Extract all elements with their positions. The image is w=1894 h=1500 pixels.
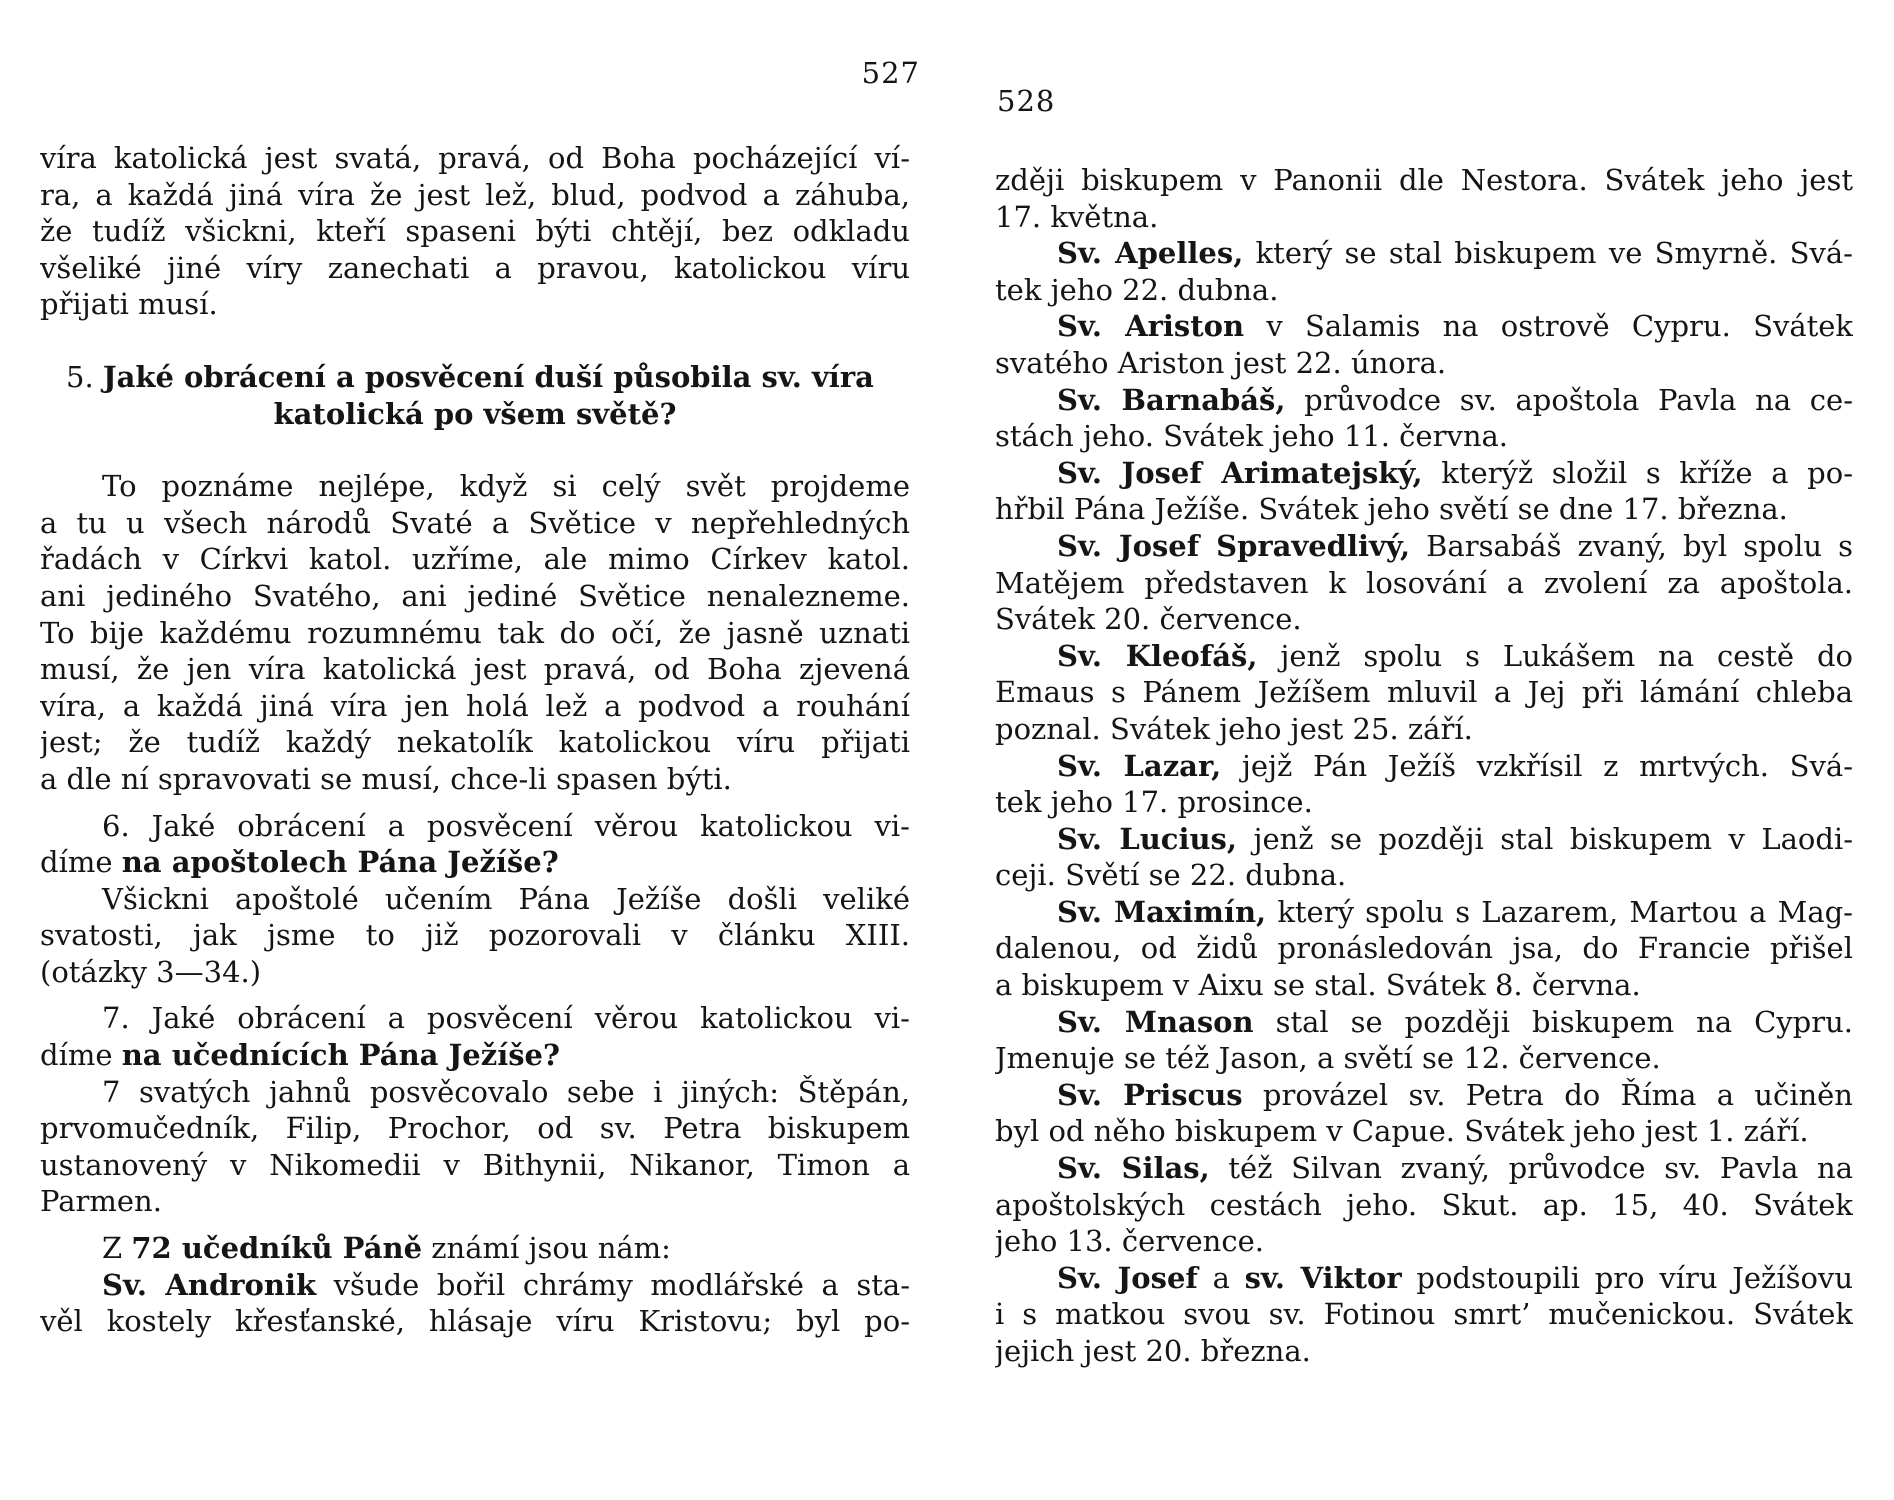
saint-entry bbox=[995, 308, 1853, 381]
text-line: To poznáme nejlépe, když si celý svět projdeme bbox=[102, 469, 910, 504]
question-title: Jaké obrácení a posvěcení duší působila sv. víra bbox=[102, 359, 874, 394]
text-line: Sv. Kleofáš, jenž spolu s Lukášem na cestě do bbox=[1057, 638, 1853, 673]
page-number-right: 528 bbox=[997, 84, 1056, 118]
text-line: Sv. Barnabáš, průvodce sv. apoštola Pavla na ce- bbox=[1057, 382, 1853, 417]
text-line: a biskupem v Aixu se stal. Svátek 8. června. bbox=[995, 968, 1641, 1003]
saint-name: Sv. Priscus bbox=[1057, 1077, 1243, 1112]
page-number-left: 527 bbox=[861, 56, 920, 90]
bold-span: na apoštolech Pána Ježíše? bbox=[121, 845, 559, 880]
text-line: 7. Jaké obrácení a posvěcení věrou katolickou vi- bbox=[102, 1001, 910, 1036]
text-line: Sv. Ariston v Salamis na ostrově Cypru. Svátek bbox=[1057, 309, 1853, 344]
text-line: přijati musí. bbox=[40, 287, 218, 322]
text-line: Svátek 20. července. bbox=[995, 602, 1302, 637]
saint-name: Sv. Lucius, bbox=[1057, 821, 1237, 856]
text-line: byl od něho biskupem v Capue. Svátek jeho jest 1. září. bbox=[995, 1114, 1809, 1149]
saint-name: Sv. Maximín, bbox=[1057, 894, 1267, 929]
question-title-cont: katolická po všem světě? bbox=[273, 396, 677, 431]
saint-entry bbox=[995, 748, 1853, 821]
text-line: řadách v Církvi katol. uzříme, ale mimo Církev katol. bbox=[40, 542, 910, 577]
saint-name: Sv. Silas, bbox=[1057, 1151, 1210, 1186]
saint-name: Sv. Kleofáš, bbox=[1057, 638, 1258, 673]
left-page bbox=[40, 0, 920, 1500]
entry-andronik: Sv. Andronik všude bořil chrámy modlářské a sta- věl kostely křesťanské, hlásaje víru Kristovu; byl po- bbox=[40, 1267, 910, 1339]
text-line: poznal. Svátek jeho jest 25. září. bbox=[995, 711, 1473, 746]
text-line: svatého Ariston jest 22. února. bbox=[995, 345, 1447, 380]
text-line: svatosti, jak jsme to již pozorovali v článku XIII. bbox=[40, 918, 910, 953]
question-7 bbox=[40, 1000, 910, 1073]
saint-entry bbox=[995, 638, 1853, 748]
saint-name: Sv. Barnabáš, bbox=[1057, 382, 1286, 417]
saint-name: Sv. Josef Spravedlivý, bbox=[1057, 528, 1411, 563]
text-line: Sv. Lazar, jejž Pán Ježíš vzkřísil z mrtvých. Svá- bbox=[1057, 748, 1853, 783]
paragraph-intro bbox=[40, 140, 910, 323]
saint-name: Sv. Josef bbox=[1057, 1260, 1198, 1295]
saint-name: Sv. Josef Arimatejský, bbox=[1057, 455, 1423, 490]
text-span: díme bbox=[40, 845, 122, 880]
saint-name: Sv. Mnason bbox=[1057, 1004, 1254, 1039]
text-line: Sv. Apelles, který se stal biskupem ve Smyrně. Svá- bbox=[1057, 236, 1853, 271]
text-line: Sv. Lucius, jenž se později stal biskupem v Laodi- bbox=[1057, 821, 1853, 856]
text-line: stách jeho. Svátek jeho 11. června. bbox=[995, 419, 1509, 454]
text-line: ustanovený v Nikomedii v Bithynii, Nikanor, Timon a bbox=[40, 1147, 910, 1182]
text-line: zději biskupem v Panonii dle Nestora. Svátek jeho jest bbox=[995, 163, 1853, 197]
text-line: víra katolická jest svatá, pravá, od Boha pocházející ví- bbox=[40, 141, 910, 175]
text-line: Sv. Mnason stal se později biskupem na Cypru. bbox=[1057, 1004, 1853, 1039]
text-line: hřbil Pána Ježíše. Svátek jeho světí se dne 17. března. bbox=[995, 492, 1788, 527]
text-line: Sv. Maximín, který spolu s Lazarem, Martou a Mag- bbox=[1057, 894, 1853, 929]
saint-entry bbox=[995, 528, 1853, 638]
text-line: musí, že jen víra katolická jest pravá, od Boha zjevená bbox=[40, 652, 910, 687]
text-line: jeho 13. července. bbox=[995, 1224, 1264, 1259]
saint-entry bbox=[995, 235, 1853, 308]
disciples-intro: Z 72 učedníků Páně známí jsou nám: bbox=[102, 1231, 671, 1266]
text-line: 7 svatých jahnů posvěcovalo sebe i jiných: Štěpán, bbox=[102, 1074, 910, 1109]
saint-name: Sv. Apelles, bbox=[1057, 236, 1244, 271]
text-line: Parmen. bbox=[40, 1184, 162, 1219]
text-line: (otázky 3—34.) bbox=[40, 954, 262, 989]
text-line: jejich jest 20. března. bbox=[995, 1334, 1311, 1368]
text-line: všeliké jiné víry zanechati a pravou, katolickou víru bbox=[40, 250, 910, 285]
saint-entry bbox=[995, 162, 1853, 235]
text-line: jest; že tudíž každý nekatolík katolickou víru přijati bbox=[40, 725, 910, 760]
text-line: Sv. Josef Arimatejský, kterýž složil s kříže a po- bbox=[1057, 455, 1853, 490]
saint-entry bbox=[995, 894, 1853, 1004]
saint-entry bbox=[995, 382, 1853, 455]
text-line: ceji. Světí se 22. dubna. bbox=[995, 858, 1347, 893]
right-page bbox=[995, 0, 1853, 1500]
answer-6 bbox=[40, 881, 910, 991]
text-span: díme bbox=[40, 1038, 122, 1073]
saint-entry bbox=[995, 1260, 1853, 1370]
text-line: apoštolských cestách jeho. Skut. ap. 15, 40. Svátek bbox=[995, 1187, 1853, 1222]
text-line: Všickni apoštolé učením Pána Ježíše došli veliké bbox=[102, 881, 910, 916]
saint-entry bbox=[995, 1150, 1853, 1260]
left-page-body bbox=[40, 140, 910, 1340]
text-line: To bije každému rozumnému tak do očí, že jasně uznati bbox=[40, 615, 910, 650]
text-line: věl kostely křesťanské, hlásaje víru Kristovu; byl po- bbox=[40, 1304, 910, 1339]
text-line: Matějem představen k losování a zvolení za apoštola. bbox=[995, 565, 1853, 600]
text-line: 6. Jaké obrácení a posvěcení věrou katolickou vi- bbox=[102, 808, 910, 843]
saint-name: sv. Viktor bbox=[1244, 1260, 1402, 1295]
paragraph-answer-5 bbox=[40, 468, 910, 797]
question-6 bbox=[40, 808, 910, 881]
text-line: Sv. Silas, též Silvan zvaný, průvodce sv. Pavla na bbox=[1057, 1151, 1853, 1186]
saint-entry bbox=[995, 1077, 1853, 1150]
saint-entry bbox=[995, 455, 1853, 528]
text-line: Sv. Josef Spravedlivý, Barsabáš zvaný, byl spolu s bbox=[1057, 528, 1853, 563]
text-line: a dle ní spravovati se musí, chce-li spasen býti. bbox=[40, 761, 732, 796]
question-5 bbox=[40, 359, 910, 432]
saint-name: Sv. Lazar, bbox=[1057, 748, 1222, 783]
answer-7 bbox=[40, 1074, 910, 1220]
text-line: dalenou, od židů pronásledován jsa, do Francie přišel bbox=[995, 931, 1853, 966]
text-line: Emaus s Pánem Ježíšem mluvil a Jej při lámání chleba bbox=[995, 675, 1853, 710]
text-line: ani jediného Svatého, ani jediné Světice nenalezneme. bbox=[40, 578, 910, 613]
text-line: 17. května. bbox=[995, 199, 1159, 234]
right-page-body bbox=[995, 162, 1853, 1370]
text-line: prvomučedník, Filip, Prochor, od sv. Petra biskupem bbox=[40, 1111, 910, 1146]
saint-name: Sv. Ariston bbox=[1057, 309, 1245, 344]
text-line: a tu u všech národů Svaté a Světice v nepřehledných bbox=[40, 505, 910, 540]
text-line: tek jeho 17. prosince. bbox=[995, 785, 1313, 820]
text-line: ra, a každá jiná víra že jest lež, blud, podvod a záhuba, bbox=[40, 177, 910, 212]
saint-entry bbox=[995, 821, 1853, 894]
saint-entry bbox=[995, 1004, 1853, 1077]
text-line: Sv. Josef a sv. Viktor podstoupili pro víru Ježíšovu bbox=[1057, 1260, 1853, 1295]
bold-span: 72 učedníků Páně bbox=[131, 1231, 423, 1266]
text-line: Sv. Priscus provázel sv. Petra do Říma a učiněn bbox=[1057, 1077, 1853, 1112]
saint-name: Sv. Andronik bbox=[102, 1267, 317, 1302]
text-line: tek jeho 22. dubna. bbox=[995, 272, 1279, 307]
question-number: 5. bbox=[66, 359, 94, 394]
bold-span: na učednících Pána Ježíše? bbox=[121, 1038, 560, 1073]
text-line: i s matkou svou sv. Fotinou smrt’ mučenickou. Svátek bbox=[995, 1297, 1853, 1332]
text-line: že tudíž všickni, kteří spaseni býti chtějí, bez odkladu bbox=[40, 214, 910, 249]
text-line: víra, a každá jiná víra jen holá lež a podvod a rouhání bbox=[40, 688, 910, 723]
text-line: Jmenuje se též Jason, a světí se 12. července. bbox=[995, 1041, 1661, 1076]
